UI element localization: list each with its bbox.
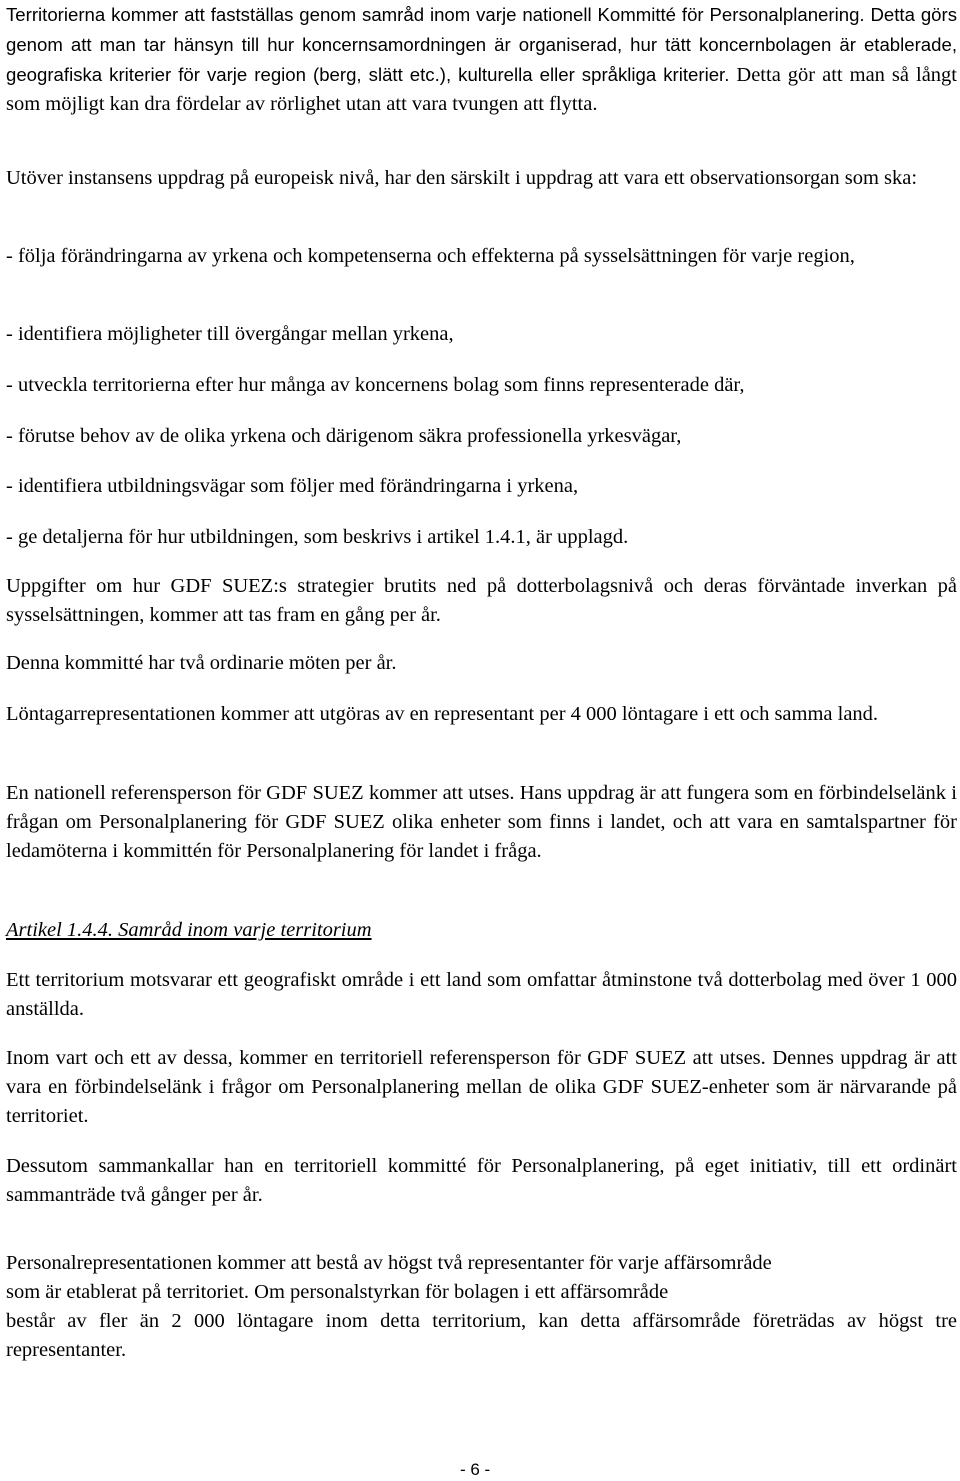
- paragraph-representation: Löntagarrepresentationen kommer att utgöras av en representant per 4 000 löntagare i ett och samma land.: [6, 703, 879, 725]
- staff-representation-line-2: som är etablerat på territoriet. Om personalstyrkan för bolagen i ett affärsområde: [6, 1281, 669, 1303]
- paragraph-staff-representation: [6, 1249, 957, 1365]
- bullet-item-1: - följa förändringarna av yrkena och kompetenserna och effekterna på sysselsättningen för varje region,: [6, 245, 855, 267]
- paragraph-territorial-committee: Dessutom sammankallar han en territoriell kommitté för Personalplanering, på eget initiativ, till ett ordinärt sammanträde två gånger per år.: [6, 1155, 957, 1206]
- staff-representation-line-3: består av fler än 2 000 löntagare inom detta territorium, kan detta affärsområde företrädas av högst tre representanter.: [6, 1310, 957, 1361]
- bullet-item-4: - förutse behov av de olika yrkena och därigenom säkra professionella yrkesvägar,: [6, 425, 682, 447]
- bullet-item-2: - identifiera möjligheter till övergångar mellan yrkena,: [6, 323, 454, 345]
- bullet-item-3: - utveckla territorierna efter hur många av koncernens bolag som finns representerade där,: [6, 374, 745, 396]
- paragraph-mission: Utöver instansens uppdrag på europeisk nivå, har den särskilt i uppdrag att vara ett observationsorgan som ska:: [6, 167, 918, 189]
- paragraph-territories-sans: Territorierna kommer att fastställas genom samråd inom varje nationell Kommitté för Personalplanering. Detta görs genom att man tar hänsyn till hur koncernsamordningen är organiserad, hur tätt koncernbolagen är etablerade, geografiska kriterier för varje region (berg, slätt etc.), kulturella eller språkliga kriterier.: [6, 4, 957, 85]
- paragraph-territorial-reference: Inom vart och ett av dessa, kommer en territoriell referensperson för GDF SUEZ att utses. Dennes uppdrag är att vara en förbindelselänk i frågor om Personalplanering mellan de olika GDF SUEZ-enheter som är närvarande på territoriet.: [6, 1047, 957, 1127]
- staff-representation-line-1: Personalrepresentationen kommer att bestå av högst två representanter för varje affärsområde: [6, 1252, 772, 1274]
- bullet-item-6: - ge detaljerna för hur utbildningen, som beskrivs i artikel 1.4.1, är upplagd.: [6, 526, 629, 548]
- paragraph-meetings: Denna kommitté har två ordinarie möten per år.: [6, 652, 397, 674]
- paragraph-territories: [6, 0, 957, 119]
- paragraph-territories-serif: Detta gör att man så långt som möjligt kan dra fördelar av rörlighet utan att vara tvungen att flytta.: [6, 64, 958, 115]
- document-page: [6, 0, 957, 1479]
- paragraph-national-reference: En nationell referensperson för GDF SUEZ kommer att utses. Hans uppdrag är att fungera som en förbindelselänk i frågan om Personalplanering för GDF SUEZ olika enheter som finns i landet, och att vara en samtalspartner för ledamöterna i kommittén för Personalplanering för landet i fråga.: [6, 782, 957, 862]
- bullet-item-5: - identifiera utbildningsvägar som följer med förändringarna i yrkena,: [6, 475, 579, 497]
- page-number: - 6 -: [460, 1460, 491, 1479]
- section-heading: Artikel 1.4.4. Samråd inom varje territorium: [6, 919, 372, 941]
- paragraph-territory-definition: Ett territorium motsvarar ett geografiskt område i ett land som omfattar åtminstone två dotterbolag med över 1 000 anställda.: [6, 969, 957, 1020]
- paragraph-strategies: Uppgifter om hur GDF SUEZ:s strategier brutits ned på dotterbolagsnivå och deras förväntade inverkan på sysselsättningen, kommer att tas fram en gång per år.: [6, 575, 957, 626]
